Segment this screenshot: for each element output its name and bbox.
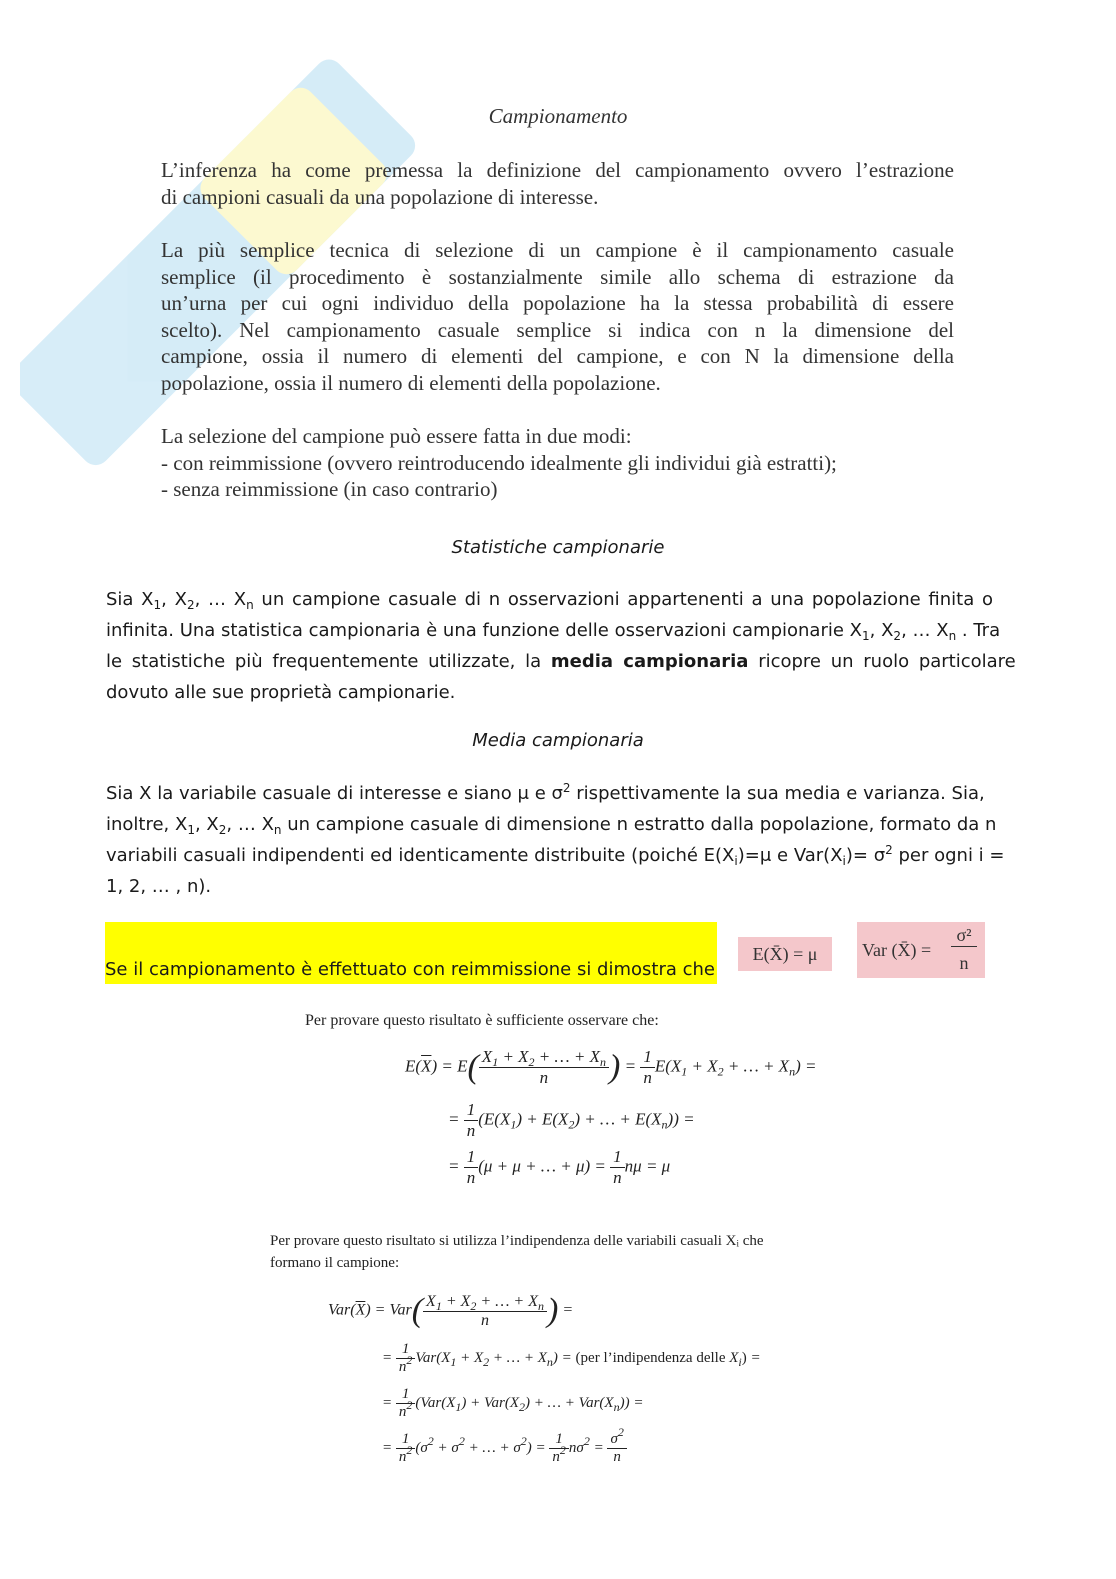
text-line: campione, ossia il numero di elementi del campione, e con N la dimensione della — [161, 344, 954, 368]
section-title-statistiche: Statistiche campionarie — [451, 537, 665, 558]
proof-mean-line2: = $\frac{1}{n}$ ($E(X_1) + E(X_2)$ + … + $E(X_n)$) = — [448, 1100, 695, 1140]
highlighted-statement — [105, 922, 717, 984]
text-line: Sia X la variabile casuale di interesse e siano μ e $\sigma^2$ rispettivamente la sua media e varianza. Sia, — [106, 781, 985, 804]
proof-mean-line3: = $\frac{1}{n}$ (μ + μ + … + μ) = $\frac{1}{n}$ nμ = μ — [448, 1147, 671, 1187]
proof-mean-intro: Per provare questo risultato è sufficiente osservare che: — [305, 1012, 659, 1029]
proof-mean-line1: $E(\overline{X}) = E$( $\frac{X_1 + X_2 + \dots + X_n}{n}$ ) = $\frac{1}{n}$ $E(X_1 + X_2$ + … + $X_n$) = — [405, 1047, 817, 1087]
text-line: dovuto alle sue proprietà campionarie. — [106, 682, 456, 703]
text-line: La selezione del campione può essere fatta in due modi: — [161, 424, 632, 448]
text-line: - senza reimmissione (in caso contrario) — [161, 477, 498, 501]
proof-var-line1: $Var(\overline{X}) = Var$( $\frac{X_1 + X_2 + \dots + X_n}{n}$ ) = — [328, 1292, 574, 1329]
var-denominator: n — [959, 953, 969, 973]
section-title-media: Media campionaria — [472, 730, 644, 751]
var-label: Var (X̄) = — [862, 940, 932, 960]
var-numerator: σ² — [951, 925, 977, 947]
text-line: le statistiche più frequentemente utilizzate, la media campionaria ricopre un ruolo particolare — [106, 651, 1016, 672]
text-line: formano il campione: — [270, 1255, 400, 1271]
text-line: infinita. Una statistica campionaria è una funzione delle osservazioni campionarie $X_1$, $X_2$, … $X_n$ . Tra — [106, 620, 1001, 643]
text-line: - con reimmissione (ovvero reintroducendo idealmente gli individui già estratti); — [161, 450, 837, 475]
proof-var-line4: = $\frac{1}{n^2}$ ($\sigma^2 + \sigma^2$ + … + $\sigma^2$) = $\frac{1}{n^2}$ $n\sigma^2$ = $\frac{\sigma^2}{n}$ — [382, 1431, 627, 1466]
paragraph-sampling-technique — [161, 237, 954, 396]
bold-term: media campionaria — [550, 651, 749, 672]
proof-var-line2: = $\frac{1}{n^2}$ $Var(X_1 + X_2$ + … + $X_n) = (per$ l’indipendenza delle $X_i$) = — [382, 1341, 761, 1375]
text-line: scelto). Nel campionamento casuale semplice si indica con n la dimensione del — [161, 317, 954, 342]
text-line: popolazione, ossia il numero di elementi della popolazione. — [161, 370, 661, 395]
text-line: Per provare questo risultato si utilizza l’indipendenza delle variabili casuali Xᵢ che — [270, 1233, 764, 1249]
text-line: inoltre, $X_1$, $X_2$, … $X_n$ un campione casuale di dimensione n estratto dalla popolazione, formato da n — [106, 814, 997, 837]
section-title-campionamento: Campionamento — [488, 104, 628, 128]
text-line: di campioni casuali da una popolazione di interesse. — [161, 184, 599, 209]
proof-var-intro — [270, 1230, 764, 1274]
text-line: semplice (il procedimento è sostanzialmente simile allo schema di estrazione da — [161, 264, 954, 289]
paragraph-intro — [161, 157, 954, 210]
text-line: La più semplice tecnica di selezione di un campione è il campionamento casuale — [161, 238, 954, 262]
paragraph-statistiche — [106, 584, 1016, 708]
proof-var-line3: = $\frac{1}{n^2}$ ($Var(X_1) + Var(X_2)$ + … + $Var(X_n)$) = — [382, 1386, 644, 1420]
text-line: L’inferenza ha come premessa la definizione del campionamento ovvero l’estrazione — [161, 158, 954, 182]
paragraph-selection-modes — [161, 423, 954, 503]
text-line: Sia $X_1$, $X_2$, … $X_n$ un campione casuale di n osservazioni appartenenti a una popolazione finita o — [106, 589, 993, 612]
mean-result-box: E(X̄) = μ — [738, 937, 832, 971]
text-line: variabili casuali indipendenti ed identicamente distribuite (poiché $E(X_i)=\mu$ e $Var(X_i)= \sigma^2$ per ogni i = — [106, 843, 1005, 868]
text-line: un’urna per cui ogni individuo della popolazione ha la stessa probabilità di essere — [161, 291, 954, 315]
variance-result-box — [857, 922, 985, 978]
paragraph-media — [106, 778, 1003, 902]
highlight-text: Se il campionamento è effettuato con reimmissione si dimostra che — [105, 959, 715, 980]
text-line: 1, 2, … , n). — [106, 876, 212, 897]
